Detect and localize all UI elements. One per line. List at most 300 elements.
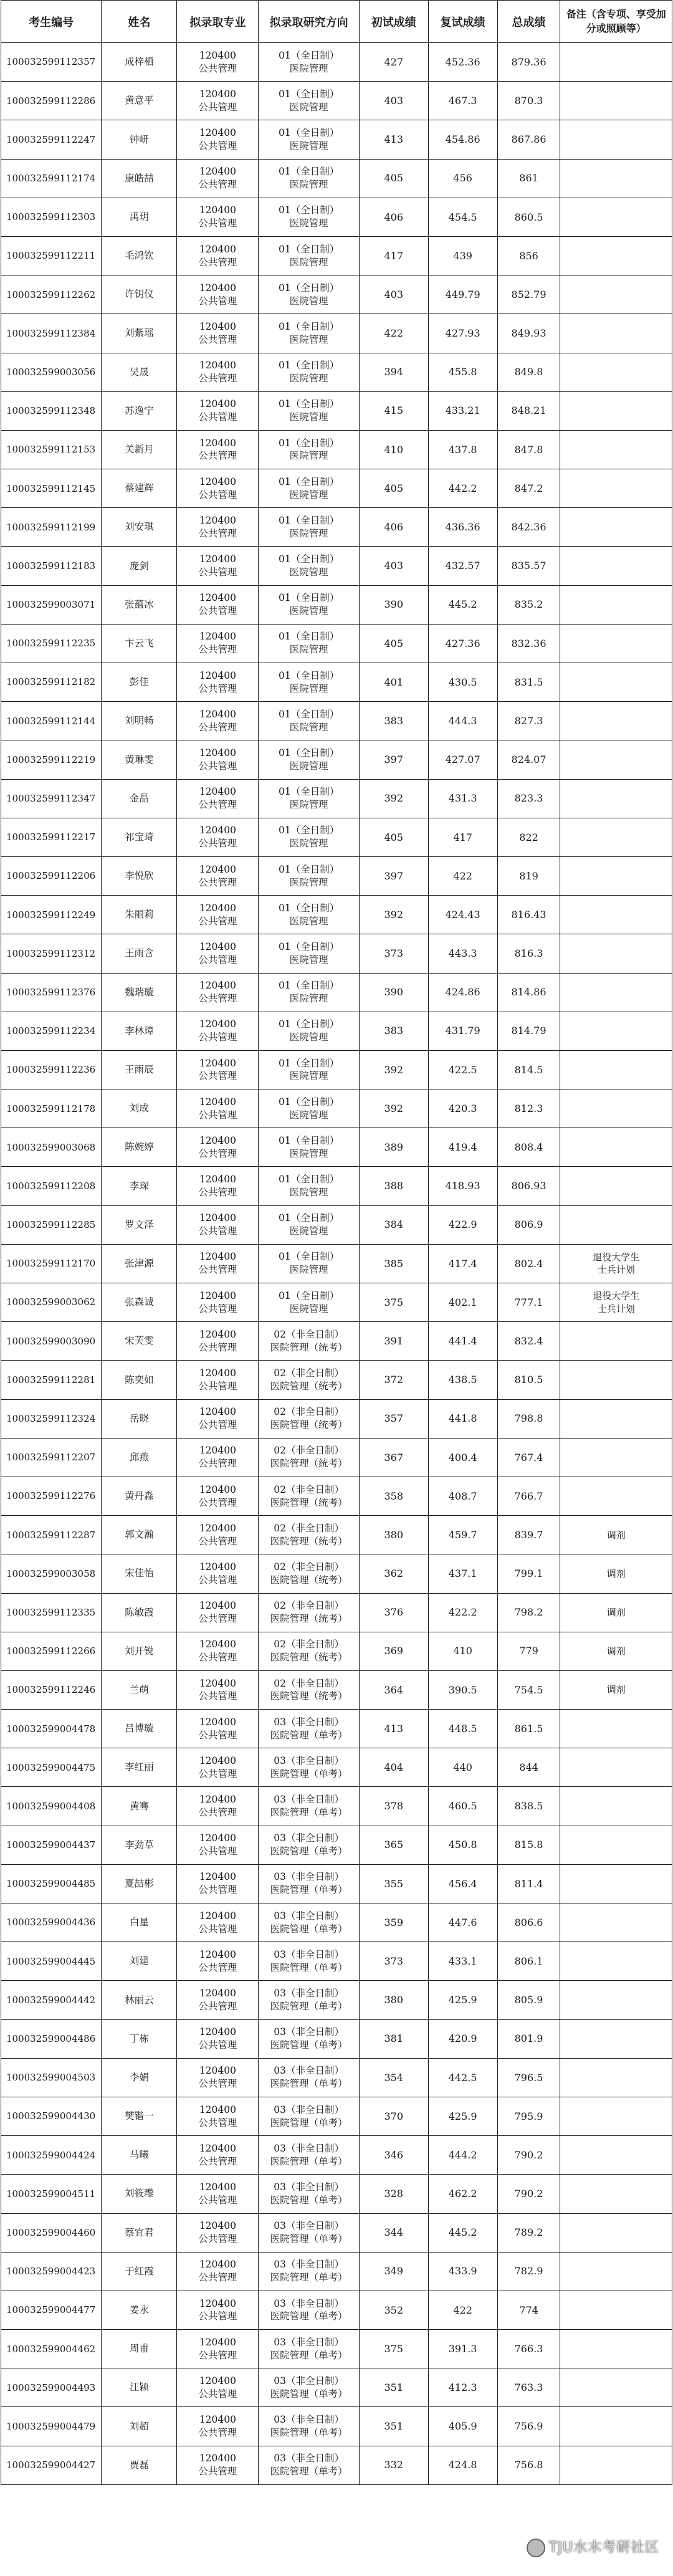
cell-note xyxy=(560,469,672,508)
major-line: 120400 xyxy=(199,476,236,487)
cell-name: 马曦 xyxy=(102,2136,177,2175)
cell-retest-score: 432.57 xyxy=(428,547,497,585)
cell-prelim-score: 405 xyxy=(359,818,428,856)
cell-total-score: 848.21 xyxy=(497,391,560,430)
cell-prelim-score: 370 xyxy=(359,2097,428,2135)
cell-name: 白星 xyxy=(102,1903,177,1942)
cell-candidate-id: 100032599112281 xyxy=(1,1361,102,1399)
direction-line: 医院管理 xyxy=(289,179,328,191)
major-line: 120400 xyxy=(199,398,236,410)
direction-line: 01（全日制） xyxy=(278,980,340,992)
cell-candidate-id: 100032599112287 xyxy=(1,1516,102,1554)
direction-line: 01（全日制） xyxy=(278,747,340,759)
cell-prelim-score: 380 xyxy=(359,1981,428,2019)
table-row xyxy=(1,740,672,779)
cell-total-score: 816.43 xyxy=(497,896,560,934)
table-row xyxy=(1,1167,672,1205)
major-line: 公共管理 xyxy=(198,644,237,656)
direction-line: 01（全日制） xyxy=(278,902,340,914)
cell-direction xyxy=(259,779,359,818)
major-line: 120400 xyxy=(199,88,236,100)
cell-direction xyxy=(259,391,359,430)
cell-name: 宋佳怡 xyxy=(102,1554,177,1593)
direction-line: 医院管理 xyxy=(289,450,328,462)
direction-line: 医院管理 xyxy=(289,1032,328,1043)
cell-total-score: 782.9 xyxy=(497,2252,560,2291)
cell-name: 刘紫瑶 xyxy=(102,314,177,353)
cell-total-score: 806.93 xyxy=(497,1167,560,1205)
major-line: 公共管理 xyxy=(198,1380,237,1392)
cell-total-score: 815.8 xyxy=(497,1826,560,1864)
cell-total-score: 774 xyxy=(497,2291,560,2329)
cell-candidate-id: 100032599004486 xyxy=(1,2019,102,2058)
direction-line: 医院管理（单考） xyxy=(270,2310,348,2322)
direction-line: 医院管理 xyxy=(289,567,328,578)
cell-major xyxy=(177,275,259,314)
direction-line: 医院管理 xyxy=(289,527,328,539)
cell-name: 王雨辰 xyxy=(102,1050,177,1089)
cell-major xyxy=(177,391,259,430)
cell-total-score: 806.9 xyxy=(497,1205,560,1244)
direction-line: 医院管理（单考） xyxy=(270,1884,348,1896)
table-row xyxy=(1,818,672,856)
major-line: 公共管理 xyxy=(198,101,237,113)
header-retest: 复试成绩 xyxy=(428,1,497,43)
cell-prelim-score: 367 xyxy=(359,1438,428,1477)
major-line: 120400 xyxy=(199,204,236,216)
cell-candidate-id: 100032599004503 xyxy=(1,2058,102,2097)
cell-prelim-score: 346 xyxy=(359,2136,428,2175)
cell-direction xyxy=(259,198,359,236)
cell-direction xyxy=(259,702,359,740)
direction-line: 03（非全日制） xyxy=(274,2375,344,2387)
table-row xyxy=(1,1516,672,1554)
cell-prelim-score: 378 xyxy=(359,1787,428,1826)
cell-retest-score: 424.8 xyxy=(428,2446,497,2484)
cell-total-score: 823.3 xyxy=(497,779,560,818)
direction-line: 医院管理（单考） xyxy=(270,2117,348,2128)
major-line: 公共管理 xyxy=(198,1768,237,1779)
cell-major xyxy=(177,779,259,818)
direction-line: 医院管理 xyxy=(289,140,328,151)
cell-retest-score: 456.4 xyxy=(428,1864,497,1903)
cell-major xyxy=(177,314,259,353)
cell-prelim-score: 413 xyxy=(359,120,428,159)
table-row xyxy=(1,275,672,314)
cell-total-score: 799.1 xyxy=(497,1554,560,1593)
note-line: 士兵计划 xyxy=(597,1264,635,1276)
cell-major xyxy=(177,2446,259,2484)
cell-prelim-score: 359 xyxy=(359,1903,428,1942)
table-row xyxy=(1,1477,672,1515)
cell-total-score: 835.57 xyxy=(497,547,560,585)
major-line: 公共管理 xyxy=(198,1187,237,1199)
direction-line: 01（全日制） xyxy=(278,243,340,255)
direction-line: 医院管理（单考） xyxy=(270,2466,348,2478)
cell-note xyxy=(560,702,672,740)
cell-retest-score: 431.3 xyxy=(428,779,497,818)
cell-total-score: 796.5 xyxy=(497,2058,560,2097)
major-line: 120400 xyxy=(199,437,236,449)
table-row xyxy=(1,2136,672,2175)
cell-candidate-id: 100032599112207 xyxy=(1,1438,102,1477)
cell-candidate-id: 100032599112347 xyxy=(1,779,102,818)
cell-note xyxy=(560,198,672,236)
cell-note xyxy=(560,1128,672,1167)
major-line: 120400 xyxy=(199,1910,236,1922)
admission-table xyxy=(1,0,672,2485)
cell-name: 庞剑 xyxy=(102,547,177,585)
cell-direction xyxy=(259,896,359,934)
cell-retest-score: 433.9 xyxy=(428,2252,497,2291)
major-line: 公共管理 xyxy=(198,140,237,151)
cell-name: 金晶 xyxy=(102,779,177,818)
cell-candidate-id: 100032599004423 xyxy=(1,2252,102,2291)
cell-direction xyxy=(259,1554,359,1593)
cell-retest-score: 449.79 xyxy=(428,275,497,314)
cell-candidate-id: 100032599112170 xyxy=(1,1244,102,1283)
cell-major xyxy=(177,585,259,624)
direction-line: 医院管理 xyxy=(289,1187,328,1199)
direction-line: 医院管理（统考） xyxy=(270,1574,348,1586)
major-line: 公共管理 xyxy=(198,1341,237,1353)
cell-retest-score: 430.5 xyxy=(428,663,497,702)
cell-name: 林丽云 xyxy=(102,1981,177,2019)
table-row xyxy=(1,1981,672,2019)
major-line: 120400 xyxy=(199,243,236,255)
cell-note xyxy=(560,1089,672,1128)
cell-note xyxy=(560,1283,672,1322)
cell-retest-score: 427.93 xyxy=(428,314,497,353)
direction-line: 01（全日制） xyxy=(278,360,340,371)
cell-name: 毛鸿钦 xyxy=(102,236,177,275)
cell-direction xyxy=(259,1826,359,1864)
cell-direction xyxy=(259,1399,359,1438)
cell-direction xyxy=(259,1864,359,1903)
major-line: 公共管理 xyxy=(198,333,237,345)
direction-line: 医院管理 xyxy=(289,256,328,268)
direction-line: 01（全日制） xyxy=(278,166,340,178)
cell-direction xyxy=(259,1710,359,1748)
major-line: 120400 xyxy=(199,1871,236,1883)
cell-direction xyxy=(259,508,359,547)
major-line: 公共管理 xyxy=(198,1884,237,1896)
cell-note xyxy=(560,120,672,159)
cell-name: 蔡建辉 xyxy=(102,469,177,508)
cell-major xyxy=(177,469,259,508)
cell-direction xyxy=(259,2097,359,2135)
major-line: 120400 xyxy=(199,1832,236,1844)
major-line: 120400 xyxy=(199,1367,236,1379)
table-row xyxy=(1,1670,672,1709)
cell-note xyxy=(560,2175,672,2213)
cell-name: 罗文泽 xyxy=(102,1205,177,1244)
table-row xyxy=(1,469,672,508)
cell-note xyxy=(560,159,672,198)
table-row xyxy=(1,1244,672,1283)
cell-retest-score: 445.2 xyxy=(428,2213,497,2252)
direction-line: 02（非全日制） xyxy=(274,1445,344,1457)
cell-total-score: 754.5 xyxy=(497,1670,560,1709)
cell-note xyxy=(560,1981,672,2019)
major-line: 120400 xyxy=(199,1251,236,1263)
cell-direction xyxy=(259,2291,359,2329)
cell-note xyxy=(560,508,672,547)
cell-major xyxy=(177,1748,259,1787)
major-line: 公共管理 xyxy=(198,1846,237,1857)
cell-major xyxy=(177,1554,259,1593)
cell-major xyxy=(177,2213,259,2252)
major-line: 120400 xyxy=(199,1716,236,1728)
major-line: 120400 xyxy=(199,514,236,526)
cell-retest-score: 459.7 xyxy=(428,1516,497,1554)
direction-line: 01（全日制） xyxy=(278,88,340,100)
watermark-text: TJU水木考研社区 xyxy=(548,2540,659,2555)
cell-name: 黄意平 xyxy=(102,82,177,120)
direction-line: 01（全日制） xyxy=(278,1134,340,1146)
major-line: 120400 xyxy=(199,825,236,836)
cell-note xyxy=(560,856,672,895)
cell-candidate-id: 100032599004427 xyxy=(1,2446,102,2484)
direction-line: 01（全日制） xyxy=(278,127,340,139)
major-line: 公共管理 xyxy=(198,760,237,772)
cell-prelim-score: 404 xyxy=(359,1748,428,1787)
direction-line: 医院管理（统考） xyxy=(270,1690,348,1702)
cell-prelim-score: 427 xyxy=(359,43,428,82)
cell-major xyxy=(177,82,259,120)
major-line: 120400 xyxy=(199,2336,236,2348)
cell-direction xyxy=(259,1903,359,1942)
cell-major xyxy=(177,198,259,236)
cell-prelim-score: 413 xyxy=(359,1710,428,1748)
direction-line: 医院管理 xyxy=(289,1225,328,1237)
cell-retest-score: 444.3 xyxy=(428,702,497,740)
note-line: 退役大学生 xyxy=(593,1290,640,1302)
cell-total-score: 852.79 xyxy=(497,275,560,314)
cell-major xyxy=(177,2252,259,2291)
direction-line: 01（全日制） xyxy=(278,1018,340,1030)
direction-line: 医院管理（单考） xyxy=(270,1923,348,1935)
direction-line: 03（非全日制） xyxy=(274,1948,344,1960)
direction-line: 医院管理 xyxy=(289,373,328,385)
direction-line: 医院管理 xyxy=(289,644,328,656)
cell-prelim-score: 397 xyxy=(359,740,428,779)
cell-retest-score: 454.5 xyxy=(428,198,497,236)
cell-candidate-id: 100032599003068 xyxy=(1,1128,102,1167)
cell-candidate-id: 100032599004479 xyxy=(1,2407,102,2446)
cell-note xyxy=(560,391,672,430)
cell-candidate-id: 100032599004408 xyxy=(1,1787,102,1826)
cell-prelim-score: 351 xyxy=(359,2368,428,2407)
cell-major xyxy=(177,1864,259,1903)
table-row xyxy=(1,1399,672,1438)
major-line: 120400 xyxy=(199,2065,236,2077)
cell-major xyxy=(177,508,259,547)
major-line: 公共管理 xyxy=(198,876,237,888)
cell-total-score: 824.07 xyxy=(497,740,560,779)
cell-candidate-id: 100032599112384 xyxy=(1,314,102,353)
cell-prelim-score: 355 xyxy=(359,1864,428,1903)
cell-name: 彭佳 xyxy=(102,663,177,702)
cell-candidate-id: 100032599112182 xyxy=(1,663,102,702)
cell-name: 李劲草 xyxy=(102,1826,177,1864)
cell-name: 卞云飞 xyxy=(102,624,177,663)
direction-line: 医院管理（统考） xyxy=(270,1458,348,1470)
cell-total-score: 867.86 xyxy=(497,120,560,159)
direction-line: 医院管理（单考） xyxy=(270,1807,348,1819)
cell-name: 吕博璇 xyxy=(102,1710,177,1748)
cell-note xyxy=(560,1012,672,1050)
note-line: 调剂 xyxy=(606,1684,626,1696)
cell-candidate-id: 100032599004475 xyxy=(1,1748,102,1787)
direction-line: 医院管理 xyxy=(289,62,328,74)
cell-note xyxy=(560,2407,672,2446)
cell-retest-score: 437.1 xyxy=(428,1554,497,1593)
cell-retest-score: 405.9 xyxy=(428,2407,497,2446)
table-row xyxy=(1,2368,672,2407)
major-line: 120400 xyxy=(199,1057,236,1069)
direction-line: 03（非全日制） xyxy=(274,1832,344,1844)
major-line: 公共管理 xyxy=(198,256,237,268)
direction-line: 医院管理（单考） xyxy=(270,1729,348,1741)
direction-line: 02（非全日制） xyxy=(274,1406,344,1418)
direction-line: 医院管理 xyxy=(289,993,328,1005)
cell-candidate-id: 100032599112174 xyxy=(1,159,102,198)
direction-line: 医院管理 xyxy=(289,101,328,113)
direction-line: 医院管理 xyxy=(289,838,328,850)
cell-major xyxy=(177,1012,259,1050)
cell-direction xyxy=(259,1593,359,1632)
table-row xyxy=(1,1632,672,1670)
cell-direction xyxy=(259,1089,359,1128)
cell-major xyxy=(177,1089,259,1128)
watermark xyxy=(527,2537,659,2557)
cell-major xyxy=(177,43,259,82)
cell-major xyxy=(177,1516,259,1554)
direction-line: 医院管理（统考） xyxy=(270,1380,348,1392)
cell-major xyxy=(177,547,259,585)
major-line: 120400 xyxy=(199,902,236,914)
direction-line: 医院管理（单考） xyxy=(270,2388,348,2400)
cell-total-score: 831.5 xyxy=(497,663,560,702)
cell-note xyxy=(560,818,672,856)
cell-direction xyxy=(259,2446,359,2484)
cell-candidate-id: 100032599004445 xyxy=(1,1942,102,1981)
cell-retest-score: 408.7 xyxy=(428,1477,497,1515)
table-row xyxy=(1,1903,672,1942)
direction-line: 01（全日制） xyxy=(278,1174,340,1185)
cell-candidate-id: 100032599112153 xyxy=(1,430,102,469)
major-line: 120400 xyxy=(199,2142,236,2154)
cell-major xyxy=(177,2175,259,2213)
direction-line: 03（非全日制） xyxy=(274,2026,344,2038)
major-line: 120400 xyxy=(199,1483,236,1495)
cell-prelim-score: 373 xyxy=(359,934,428,973)
direction-line: 03（非全日制） xyxy=(274,2220,344,2232)
cell-note xyxy=(560,1710,672,1748)
table-row xyxy=(1,779,672,818)
major-line: 公共管理 xyxy=(198,527,237,539)
cell-total-score: 832.4 xyxy=(497,1322,560,1361)
table-row xyxy=(1,198,672,236)
cell-note xyxy=(560,1826,672,1864)
cell-retest-score: 410 xyxy=(428,1632,497,1670)
direction-line: 01（全日制） xyxy=(278,514,340,526)
direction-line: 01（全日制） xyxy=(278,437,340,449)
cell-note xyxy=(560,2058,672,2097)
major-line: 公共管理 xyxy=(198,2310,237,2322)
cell-name: 刘成 xyxy=(102,1089,177,1128)
cell-direction xyxy=(259,2175,359,2213)
cell-name: 于红霞 xyxy=(102,2252,177,2291)
direction-line: 医院管理 xyxy=(289,1264,328,1276)
cell-retest-score: 402.1 xyxy=(428,1283,497,1322)
major-line: 120400 xyxy=(199,2104,236,2115)
cell-prelim-score: 415 xyxy=(359,391,428,430)
cell-candidate-id: 100032599004493 xyxy=(1,2368,102,2407)
table-row xyxy=(1,391,672,430)
direction-line: 02（非全日制） xyxy=(274,1600,344,1612)
cell-direction xyxy=(259,663,359,702)
cell-retest-score: 427.07 xyxy=(428,740,497,779)
cell-direction xyxy=(259,2019,359,2058)
cell-total-score: 870.3 xyxy=(497,82,560,120)
note-line: 调剂 xyxy=(606,1645,626,1657)
direction-line: 01（全日制） xyxy=(278,398,340,410)
cell-total-score: 814.5 xyxy=(497,1050,560,1089)
cell-name: 兰萌 xyxy=(102,1670,177,1709)
cell-candidate-id: 100032599112206 xyxy=(1,856,102,895)
direction-line: 01（全日制） xyxy=(278,1290,340,1301)
cell-note xyxy=(560,740,672,779)
direction-line: 医院管理（单考） xyxy=(270,2349,348,2361)
cell-note xyxy=(560,2019,672,2058)
major-line: 公共管理 xyxy=(198,721,237,733)
cell-major xyxy=(177,1787,259,1826)
cell-candidate-id: 100032599004511 xyxy=(1,2175,102,2213)
cell-note xyxy=(560,2136,672,2175)
cell-direction xyxy=(259,1050,359,1089)
cell-direction xyxy=(259,1981,359,2019)
table-row xyxy=(1,1322,672,1361)
cell-retest-score: 420.9 xyxy=(428,2019,497,2058)
direction-line: 02（非全日制） xyxy=(274,1483,344,1495)
cell-major xyxy=(177,1283,259,1322)
major-line: 120400 xyxy=(199,631,236,643)
cell-direction xyxy=(259,818,359,856)
major-line: 120400 xyxy=(199,941,236,952)
cell-prelim-score: 405 xyxy=(359,159,428,198)
major-line: 120400 xyxy=(199,2414,236,2426)
major-line: 120400 xyxy=(199,1174,236,1185)
cell-candidate-id: 100032599112246 xyxy=(1,1670,102,1709)
cell-direction xyxy=(259,353,359,391)
cell-retest-score: 456 xyxy=(428,159,497,198)
cell-major xyxy=(177,663,259,702)
table-row xyxy=(1,2019,672,2058)
major-line: 公共管理 xyxy=(198,1961,237,1973)
cell-major xyxy=(177,430,259,469)
cell-retest-score: 412.3 xyxy=(428,2368,497,2407)
cell-prelim-score: 357 xyxy=(359,1399,428,1438)
direction-line: 01（全日制） xyxy=(278,631,340,643)
cell-note xyxy=(560,353,672,391)
major-line: 公共管理 xyxy=(198,1923,237,1935)
table-row xyxy=(1,1942,672,1981)
cell-prelim-score: 392 xyxy=(359,896,428,934)
direction-line: 01（全日制） xyxy=(278,1096,340,1108)
cell-total-score: 806.1 xyxy=(497,1942,560,1981)
